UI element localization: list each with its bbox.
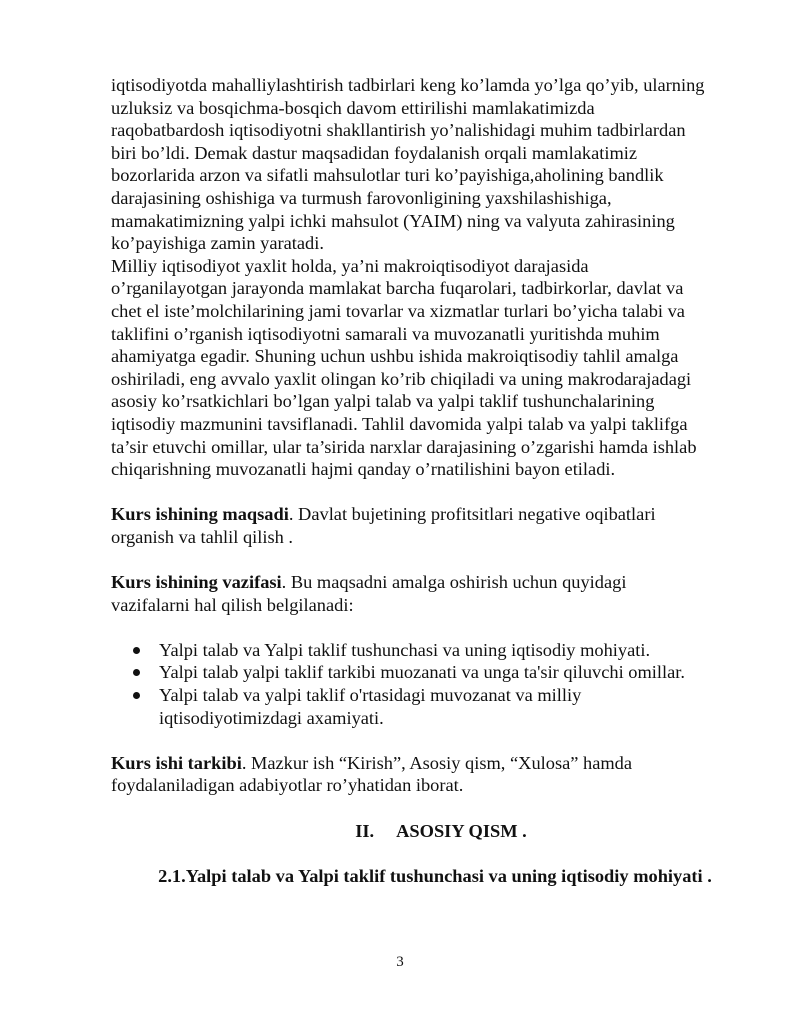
spacer — [111, 729, 751, 752]
bullet-icon — [133, 669, 140, 676]
list-item — [133, 639, 751, 662]
list-item-text: Yalpi talab va Yalpi taklif tushunchasi va uning iqtisodiy mohiyati. — [159, 639, 651, 660]
spacer — [111, 548, 751, 571]
list-item-text: Yalpi talab yalpi taklif tarkibi muozanati va unga ta'sir qiluvchi omillar. — [159, 662, 685, 683]
spacer — [111, 797, 751, 820]
bullet-icon — [133, 647, 140, 654]
tasks-paragraph — [111, 571, 751, 616]
list-item-text: Yalpi talab va yalpi taklif o'rtasidagi muvozanat va milliy iqtisodiyotimizdagi axamiyati. — [159, 685, 582, 728]
structure-text: . Mazkur ish “Kirish”, Asosiy qism, “Xulosa” hamda foydalaniladigan adabiyotlar ro’yhatidan iborat. — [111, 752, 633, 796]
structure-lead: Kurs ishi tarkibi — [111, 752, 242, 773]
section-title: ASOSIY QISM . — [396, 820, 527, 841]
spacer — [111, 616, 751, 639]
paragraph-macroeconomy: Milliy iqtisodiyot yaxlit holda, ya’ni makroiqtisodiyot darajasida o’rganilayotgan jarayonda mamlakat barcha fuqarolari, tadbirkorlar, davlat va chet el iste’molchilarining jami tovarlar va xizmatlar turlari bo’yicha talabi va taklifini o’rganish iqtisodiyotni samarali va muvozanatli yuritishda muhim ahamiyatga egadir. Shuning uchun ushbu ishida makroiqtisodiy tahlil amalga oshiriladi, eng avvalo yaxlit olingan ko’rib chiqiladi va uning makrodarajadagi asosiy ko’rsatkichlari bo’lgan yalpi talab va yalpi taklif tushunchalarining iqtisodiy mazmunini tavsiflanadi. Tahlil davomida yalpi talab va yalpi taklifga ta’sir etuvchi omillar, ular ta’sirida narxlar darajasining o’zgarishi hamda ishlab chiqarishning muvozanatli hajmi qanday o’rnatilishini bayon etiladi. — [111, 255, 697, 480]
document-page — [111, 74, 751, 887]
page-number: 3 — [396, 954, 404, 970]
goal-text: . Davlat bujetining profitsitlari negative oqibatlari organish va tahlil qilish . — [111, 504, 656, 547]
spacer — [111, 842, 751, 865]
subsection-heading: 2.1.Yalpi talab va Yalpi taklif tushunchasi va uning iqtisodiy mohiyati . — [158, 865, 712, 886]
goal-lead: Kurs ishining maqsadi — [111, 504, 289, 525]
list-item — [133, 684, 751, 729]
list-item — [133, 661, 751, 684]
section-number: II. — [355, 820, 375, 841]
tasks-lead: Kurs ishining vazifasi — [111, 572, 282, 593]
bullet-icon — [133, 692, 140, 699]
spacer — [111, 481, 751, 504]
structure-paragraph — [111, 752, 751, 797]
paragraph-intro: iqtisodiyotda mahalliylashtirish tadbirlari keng ko’lamda yo’lga qo’yib, ularning uzluksiz va bosqichma-bosqich davom ettirilishi mamlakatimizda raqobatbardosh iqtisodiyotni shakllantirish yo’nalishidagi muhim tadbirlardan biri bo’ldi. Demak dastur maqsadidan foydalanish orqali mamlakatimiz bozorlarida arzon va sifatli mahsulotlar turi ko’payishiga,aholining bandlik darajasining oshishiga va turmush farovonligining yaxshilashishiga, mamakatimizning yalpi ichki mahsulot (YAIM) ning va valyuta zahirasining ko’payishiga zamin yaratadi. — [111, 75, 705, 254]
tasks-list — [111, 639, 751, 729]
section-heading — [111, 820, 751, 843]
tasks-text: . Bu maqsadni amalga oshirish uchun quyidagi vazifalarni hal qilish belgilanadi: — [111, 572, 627, 615]
goal-paragraph — [111, 503, 751, 548]
